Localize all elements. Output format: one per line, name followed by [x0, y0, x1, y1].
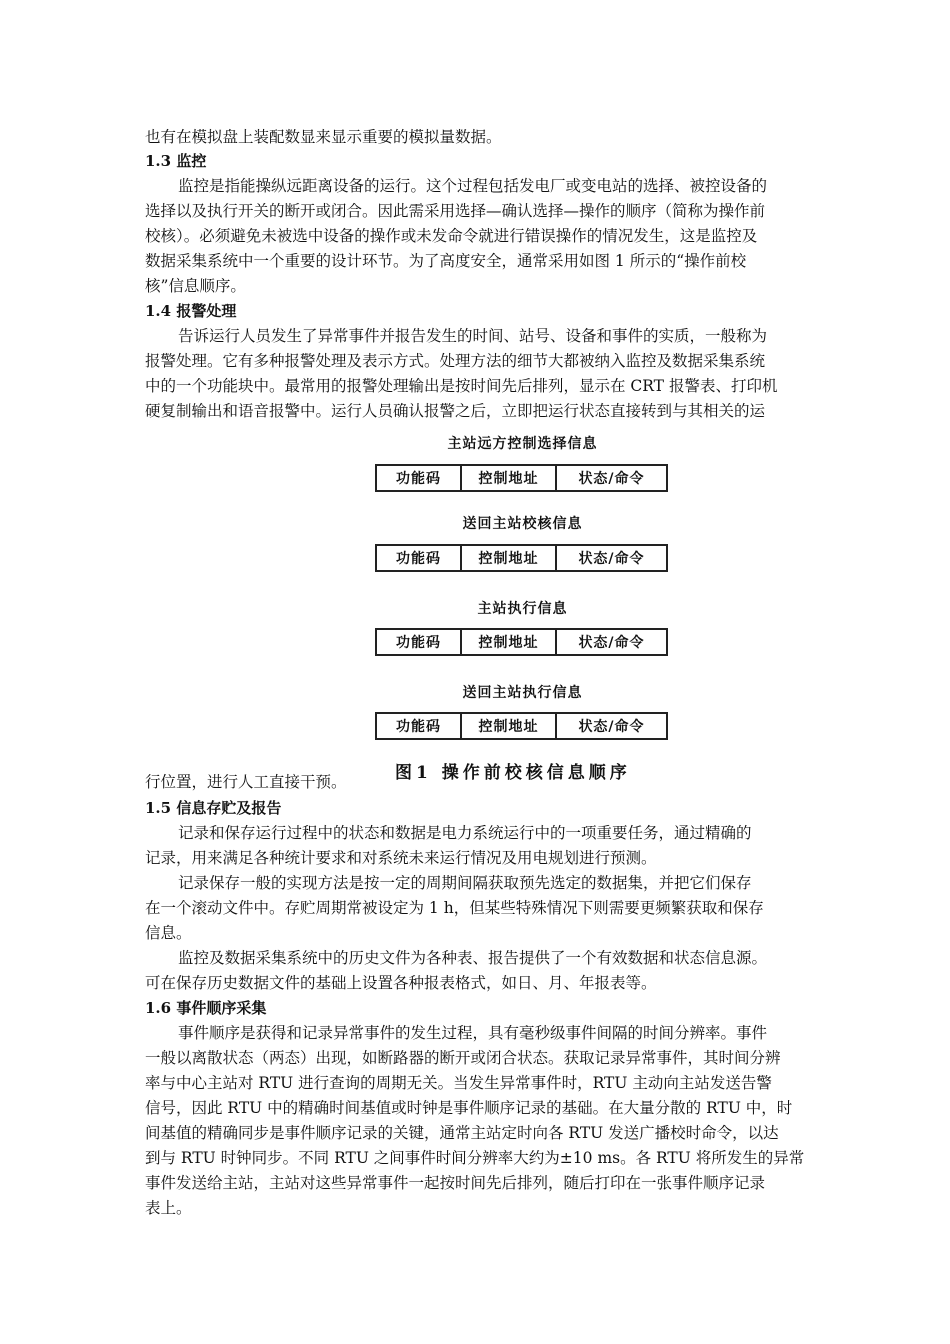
paragraph-line: 核”信息顺序。: [145, 277, 246, 295]
section-heading-1-6: 1.6 事件顺序采集: [145, 999, 267, 1017]
paragraph-line: 率与中心主站对 RTU 进行查询的周期无关。当发生异常事件时，RTU 主动向主站发送告警: [145, 1074, 772, 1092]
paragraph-line: 数据采集系统中一个重要的设计环节。为了高度安全，通常采用如图 1 所示的“操作前校: [145, 252, 747, 270]
figure-block-title: 主站远方控制选择信息: [447, 436, 598, 452]
frame-cell-control-address: 控制地址: [462, 714, 557, 738]
frame-cell-status-command: 状态/命令: [578, 719, 645, 735]
paragraph-line: 行位置，进行人工直接干预。: [145, 773, 347, 791]
paragraph-line: 记录，用来满足各种统计要求和对系统未来运行情况及用电规划进行预测。: [145, 849, 657, 867]
paragraph-line: 监控及数据采集系统中的历史文件为各种表、报告提供了一个有效数据和状态信息源。: [178, 949, 768, 967]
frame-cell-status-command: 状态/命令: [578, 635, 645, 651]
frame-cell-control-address: 控制地址: [462, 546, 557, 570]
message-frame: [375, 712, 668, 740]
frame-cell-status-command: 状态/命令: [578, 551, 645, 567]
paragraph-line: 报警处理。它有多种报警处理及表示方式。处理方法的细节大都被纳入监控及数据采集系统: [145, 352, 766, 370]
paragraph-line: 监控是指能操纵远距离设备的运行。这个过程包括发电厂或变电站的选择、被控设备的: [178, 177, 768, 195]
figure-block-title: 送回主站校核信息: [462, 516, 583, 532]
paragraph-line: 信号，因此 RTU 中的精确时间基值或时钟是事件顺序记录的基础。在大量分散的 RTU 中，时: [145, 1099, 793, 1117]
paragraph-line: 记录保存一般的实现方法是按一定的周期间隔获取预先选定的数据集，并把它们保存: [178, 874, 752, 892]
figure-block-title: 主站执行信息: [477, 601, 568, 617]
frame-cell-control-address: 控制地址: [462, 466, 557, 490]
paragraph-line: 一般以离散状态（两态）出现，如断路器的断开或闭合状态。获取记录异常事件，其时间分辨: [145, 1049, 781, 1067]
section-heading-1-5: 1.5 信息存贮及报告: [145, 799, 282, 817]
paragraph-line: 也有在模拟盘上装配数显来显示重要的模拟量数据。: [145, 128, 502, 146]
frame-cell-function-code: 功能码: [377, 546, 462, 570]
paragraph-line: 中的一个功能块中。最常用的报警处理输出是按时间先后排列，显示在 CRT 报警表、打印机: [145, 377, 778, 395]
message-frame: [375, 544, 668, 572]
section-heading-1-4: 1.4 报警处理: [145, 302, 237, 320]
paragraph-line: 到与 RTU 时钟同步。不同 RTU 之间事件时间分辨率大约为±10 ms。各 RTU 将所发生的异常: [145, 1149, 805, 1167]
paragraph-line: 可在保存历史数据文件的基础上设置各种报表格式，如日、月、年报表等。: [145, 974, 657, 992]
paragraph-line: 硬复制输出和语音报警中。运行人员确认报警之后，立即把运行状态直接转到与其相关的运: [145, 402, 766, 420]
figure-block-title: 送回主站执行信息: [462, 685, 583, 701]
message-frame: [375, 628, 668, 656]
paragraph-line: 校核）。必须避免未被选中设备的操作或未发命令就进行错误操作的情况发生，这是监控及: [145, 227, 758, 245]
figure-1: [370, 432, 675, 792]
paragraph-line: 信息。: [145, 924, 192, 942]
frame-cell-status-command: 状态/命令: [578, 471, 645, 487]
frame-cell-control-address: 控制地址: [462, 630, 557, 654]
frame-cell-function-code: 功能码: [377, 466, 462, 490]
paragraph-line: 事件顺序是获得和记录异常事件的发生过程，具有毫秒级事件间隔的时间分辨率。事件: [178, 1024, 768, 1042]
paragraph-line: 记录和保存运行过程中的状态和数据是电力系统运行中的一项重要任务，通过精确的: [178, 824, 752, 842]
frame-cell-function-code: 功能码: [377, 630, 462, 654]
section-heading-1-3: 1.3 监控: [145, 152, 207, 170]
paragraph-line: 在一个滚动文件中。存贮周期常被设定为 1 h，但某些特殊情况下则需要更频繁获取和保存: [145, 899, 764, 917]
message-frame: [375, 464, 668, 492]
paragraph-line: 选择以及执行开关的断开或闭合。因此需采用选择—确认选择—操作的顺序（简称为操作前: [145, 202, 766, 220]
paragraph-line: 告诉运行人员发生了异常事件并报告发生的时间、站号、设备和事件的实质，一般称为: [178, 327, 768, 345]
figure-caption: 图1 操作前校核信息顺序: [395, 763, 631, 783]
paragraph-line: 间基值的精确同步是事件顺序记录的关键，通常主站定时向各 RTU 发送广播校时命令，以达: [145, 1124, 779, 1142]
paragraph-line: 表上。: [145, 1199, 192, 1217]
paragraph-line: 事件发送给主站，主站对这些异常事件一起按时间先后排列，随后打印在一张事件顺序记录: [145, 1174, 766, 1192]
frame-cell-function-code: 功能码: [377, 714, 462, 738]
